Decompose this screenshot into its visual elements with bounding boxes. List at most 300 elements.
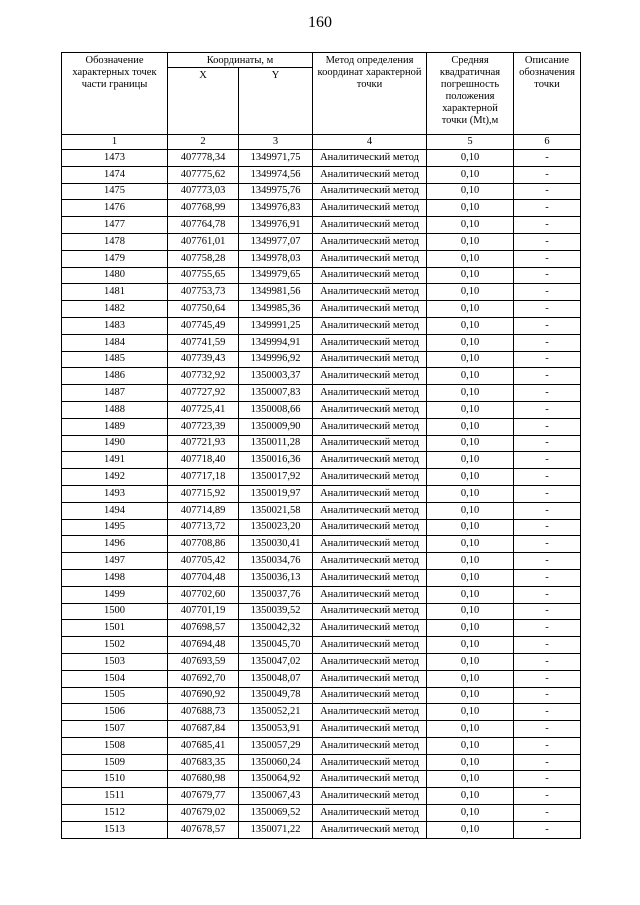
error-cell: 0,10: [427, 653, 514, 670]
point-label-cell: 1503: [62, 653, 168, 670]
error-cell: 0,10: [427, 637, 514, 654]
y-cell: 1350052,21: [239, 704, 313, 721]
error-cell: 0,10: [427, 166, 514, 183]
header-error: Средняя квадратичная погрешность положения характерной точки (Mt),м: [427, 53, 514, 135]
method-cell: Аналитический метод: [313, 637, 427, 654]
table-row: [62, 217, 581, 234]
y-cell: 1350036,13: [239, 569, 313, 586]
y-cell: 1350039,52: [239, 603, 313, 620]
table-row: [62, 485, 581, 502]
method-cell: Аналитический метод: [313, 737, 427, 754]
description-cell: -: [514, 603, 581, 620]
description-cell: -: [514, 586, 581, 603]
point-label-cell: 1489: [62, 418, 168, 435]
table-row: [62, 334, 581, 351]
error-cell: 0,10: [427, 267, 514, 284]
page-number: 160: [308, 14, 332, 31]
table-row: [62, 805, 581, 822]
point-label-cell: 1512: [62, 805, 168, 822]
x-cell: 407775,62: [168, 166, 239, 183]
method-cell: Аналитический метод: [313, 233, 427, 250]
x-cell: 407687,84: [168, 721, 239, 738]
table-row: [62, 368, 581, 385]
point-label-cell: 1510: [62, 771, 168, 788]
description-cell: -: [514, 754, 581, 771]
table-row: [62, 754, 581, 771]
error-cell: 0,10: [427, 821, 514, 838]
table-body: [62, 150, 581, 839]
description-cell: -: [514, 233, 581, 250]
error-cell: 0,10: [427, 469, 514, 486]
y-cell: 1350060,24: [239, 754, 313, 771]
table-row: [62, 737, 581, 754]
method-cell: Аналитический метод: [313, 183, 427, 200]
y-cell: 1350045,70: [239, 637, 313, 654]
description-cell: -: [514, 771, 581, 788]
y-cell: 1349996,92: [239, 351, 313, 368]
description-cell: -: [514, 351, 581, 368]
description-cell: -: [514, 284, 581, 301]
x-cell: 407714,89: [168, 502, 239, 519]
method-cell: Аналитический метод: [313, 754, 427, 771]
x-cell: 407683,35: [168, 754, 239, 771]
method-cell: Аналитический метод: [313, 721, 427, 738]
description-cell: -: [514, 704, 581, 721]
x-cell: 407693,59: [168, 653, 239, 670]
method-cell: Аналитический метод: [313, 502, 427, 519]
x-cell: 407753,73: [168, 284, 239, 301]
x-cell: 407745,49: [168, 317, 239, 334]
y-cell: 1349975,76: [239, 183, 313, 200]
y-cell: 1349994,91: [239, 334, 313, 351]
method-cell: Аналитический метод: [313, 334, 427, 351]
x-cell: 407702,60: [168, 586, 239, 603]
x-cell: 407692,70: [168, 670, 239, 687]
y-cell: 1350017,92: [239, 469, 313, 486]
description-cell: -: [514, 536, 581, 553]
x-cell: 407688,73: [168, 704, 239, 721]
error-cell: 0,10: [427, 452, 514, 469]
method-cell: Аналитический метод: [313, 351, 427, 368]
x-cell: 407713,72: [168, 519, 239, 536]
table-row: [62, 670, 581, 687]
x-cell: 407679,02: [168, 805, 239, 822]
point-label-cell: 1479: [62, 250, 168, 267]
point-label-cell: 1477: [62, 217, 168, 234]
error-cell: 0,10: [427, 385, 514, 402]
point-label-cell: 1485: [62, 351, 168, 368]
table-row: [62, 469, 581, 486]
error-cell: 0,10: [427, 401, 514, 418]
method-cell: Аналитический метод: [313, 536, 427, 553]
method-cell: Аналитический метод: [313, 368, 427, 385]
method-cell: Аналитический метод: [313, 317, 427, 334]
x-cell: 407755,65: [168, 267, 239, 284]
error-cell: 0,10: [427, 687, 514, 704]
description-cell: -: [514, 435, 581, 452]
error-cell: 0,10: [427, 569, 514, 586]
header-method: Метод определения координат характерной точки: [313, 53, 427, 135]
y-cell: 1350023,20: [239, 519, 313, 536]
point-label-cell: 1492: [62, 469, 168, 486]
method-cell: Аналитический метод: [313, 435, 427, 452]
method-cell: Аналитический метод: [313, 620, 427, 637]
table-row: [62, 250, 581, 267]
point-label-cell: 1488: [62, 401, 168, 418]
error-cell: 0,10: [427, 771, 514, 788]
error-cell: 0,10: [427, 502, 514, 519]
x-cell: 407701,19: [168, 603, 239, 620]
y-cell: 1349978,03: [239, 250, 313, 267]
x-cell: 407721,93: [168, 435, 239, 452]
description-cell: -: [514, 805, 581, 822]
y-cell: 1349991,25: [239, 317, 313, 334]
table-row: [62, 452, 581, 469]
method-cell: Аналитический метод: [313, 704, 427, 721]
table-row: [62, 821, 581, 838]
column-number: 6: [514, 135, 581, 150]
table-row: [62, 687, 581, 704]
y-cell: 1350047,02: [239, 653, 313, 670]
y-cell: 1350049,78: [239, 687, 313, 704]
point-label-cell: 1502: [62, 637, 168, 654]
table-row: [62, 603, 581, 620]
error-cell: 0,10: [427, 603, 514, 620]
x-cell: 407725,41: [168, 401, 239, 418]
point-label-cell: 1507: [62, 721, 168, 738]
table-row: [62, 166, 581, 183]
error-cell: 0,10: [427, 200, 514, 217]
x-cell: 407741,59: [168, 334, 239, 351]
method-cell: Аналитический метод: [313, 217, 427, 234]
y-cell: 1350003,37: [239, 368, 313, 385]
description-cell: -: [514, 334, 581, 351]
header-point-label: Обозначение характерных точек части границы: [62, 53, 168, 135]
description-cell: -: [514, 368, 581, 385]
header-y: Y: [239, 68, 313, 135]
error-cell: 0,10: [427, 586, 514, 603]
point-label-cell: 1491: [62, 452, 168, 469]
description-cell: -: [514, 519, 581, 536]
error-cell: 0,10: [427, 704, 514, 721]
y-cell: 1349974,56: [239, 166, 313, 183]
method-cell: Аналитический метод: [313, 485, 427, 502]
description-cell: -: [514, 200, 581, 217]
table-row: [62, 267, 581, 284]
description-cell: -: [514, 183, 581, 200]
table-row: [62, 301, 581, 318]
error-cell: 0,10: [427, 317, 514, 334]
description-cell: -: [514, 553, 581, 570]
error-cell: 0,10: [427, 217, 514, 234]
x-cell: 407758,28: [168, 250, 239, 267]
y-cell: 1349981,56: [239, 284, 313, 301]
table-row: [62, 653, 581, 670]
x-cell: 407761,01: [168, 233, 239, 250]
error-cell: 0,10: [427, 620, 514, 637]
y-cell: 1350042,32: [239, 620, 313, 637]
table-row: [62, 435, 581, 452]
point-label-cell: 1511: [62, 788, 168, 805]
description-cell: -: [514, 569, 581, 586]
x-cell: 407679,77: [168, 788, 239, 805]
point-label-cell: 1509: [62, 754, 168, 771]
point-label-cell: 1482: [62, 301, 168, 318]
point-label-cell: 1504: [62, 670, 168, 687]
method-cell: Аналитический метод: [313, 653, 427, 670]
description-cell: -: [514, 301, 581, 318]
y-cell: 1349977,07: [239, 233, 313, 250]
method-cell: Аналитический метод: [313, 166, 427, 183]
y-cell: 1350011,28: [239, 435, 313, 452]
x-cell: 407727,92: [168, 385, 239, 402]
table-row: [62, 401, 581, 418]
point-label-cell: 1497: [62, 553, 168, 570]
method-cell: Аналитический метод: [313, 821, 427, 838]
x-cell: 407778,34: [168, 150, 239, 167]
method-cell: Аналитический метод: [313, 553, 427, 570]
point-label-cell: 1505: [62, 687, 168, 704]
x-cell: 407680,98: [168, 771, 239, 788]
point-label-cell: 1498: [62, 569, 168, 586]
x-cell: 407773,03: [168, 183, 239, 200]
error-cell: 0,10: [427, 150, 514, 167]
point-label-cell: 1473: [62, 150, 168, 167]
error-cell: 0,10: [427, 519, 514, 536]
table-row: [62, 771, 581, 788]
table-row: [62, 385, 581, 402]
error-cell: 0,10: [427, 536, 514, 553]
y-cell: 1350064,92: [239, 771, 313, 788]
method-cell: Аналитический метод: [313, 401, 427, 418]
table-row: [62, 536, 581, 553]
method-cell: Аналитический метод: [313, 586, 427, 603]
table-row: [62, 704, 581, 721]
y-cell: 1350021,58: [239, 502, 313, 519]
description-cell: -: [514, 267, 581, 284]
method-cell: Аналитический метод: [313, 469, 427, 486]
y-cell: 1350007,83: [239, 385, 313, 402]
description-cell: -: [514, 721, 581, 738]
y-cell: 1350037,76: [239, 586, 313, 603]
error-cell: 0,10: [427, 485, 514, 502]
table-row: [62, 721, 581, 738]
table-row: [62, 183, 581, 200]
method-cell: Аналитический метод: [313, 771, 427, 788]
method-cell: Аналитический метод: [313, 603, 427, 620]
point-label-cell: 1508: [62, 737, 168, 754]
column-number: 4: [313, 135, 427, 150]
method-cell: Аналитический метод: [313, 200, 427, 217]
x-cell: 407718,40: [168, 452, 239, 469]
method-cell: Аналитический метод: [313, 687, 427, 704]
column-number: 5: [427, 135, 514, 150]
table-row: [62, 637, 581, 654]
error-cell: 0,10: [427, 670, 514, 687]
table-row: [62, 569, 581, 586]
y-cell: 1350019,97: [239, 485, 313, 502]
x-cell: 407715,92: [168, 485, 239, 502]
table-row: [62, 284, 581, 301]
table-row: [62, 788, 581, 805]
error-cell: 0,10: [427, 418, 514, 435]
table-row: [62, 418, 581, 435]
description-cell: -: [514, 217, 581, 234]
point-label-cell: 1493: [62, 485, 168, 502]
header-description: Описание обозначения точки: [514, 53, 581, 135]
y-cell: 1350067,43: [239, 788, 313, 805]
point-label-cell: 1495: [62, 519, 168, 536]
point-label-cell: 1490: [62, 435, 168, 452]
x-cell: 407717,18: [168, 469, 239, 486]
x-cell: 407723,39: [168, 418, 239, 435]
x-cell: 407705,42: [168, 553, 239, 570]
description-cell: -: [514, 469, 581, 486]
column-number: 1: [62, 135, 168, 150]
table-row: [62, 519, 581, 536]
y-cell: 1350008,66: [239, 401, 313, 418]
x-cell: 407739,43: [168, 351, 239, 368]
x-cell: 407732,92: [168, 368, 239, 385]
x-cell: 407698,57: [168, 620, 239, 637]
error-cell: 0,10: [427, 553, 514, 570]
error-cell: 0,10: [427, 284, 514, 301]
method-cell: Аналитический метод: [313, 250, 427, 267]
description-cell: -: [514, 502, 581, 519]
error-cell: 0,10: [427, 435, 514, 452]
point-label-cell: 1480: [62, 267, 168, 284]
table-row: [62, 586, 581, 603]
description-cell: -: [514, 670, 581, 687]
point-label-cell: 1513: [62, 821, 168, 838]
y-cell: 1349976,91: [239, 217, 313, 234]
error-cell: 0,10: [427, 233, 514, 250]
point-label-cell: 1483: [62, 317, 168, 334]
description-cell: -: [514, 452, 581, 469]
y-cell: 1350016,36: [239, 452, 313, 469]
error-cell: 0,10: [427, 721, 514, 738]
y-cell: 1350030,41: [239, 536, 313, 553]
description-cell: -: [514, 653, 581, 670]
y-cell: 1349971,75: [239, 150, 313, 167]
error-cell: 0,10: [427, 754, 514, 771]
y-cell: 1349979,65: [239, 267, 313, 284]
description-cell: -: [514, 687, 581, 704]
x-cell: 407750,64: [168, 301, 239, 318]
y-cell: 1350009,90: [239, 418, 313, 435]
x-cell: 407694,48: [168, 637, 239, 654]
x-cell: 407685,41: [168, 737, 239, 754]
description-cell: -: [514, 637, 581, 654]
error-cell: 0,10: [427, 183, 514, 200]
boundary-points-table: [61, 52, 581, 839]
y-cell: 1350048,07: [239, 670, 313, 687]
point-label-cell: 1487: [62, 385, 168, 402]
description-cell: -: [514, 250, 581, 267]
point-label-cell: 1484: [62, 334, 168, 351]
error-cell: 0,10: [427, 805, 514, 822]
method-cell: Аналитический метод: [313, 670, 427, 687]
method-cell: Аналитический метод: [313, 150, 427, 167]
method-cell: Аналитический метод: [313, 267, 427, 284]
method-cell: Аналитический метод: [313, 519, 427, 536]
point-label-cell: 1476: [62, 200, 168, 217]
point-label-cell: 1486: [62, 368, 168, 385]
y-cell: 1350034,76: [239, 553, 313, 570]
header-coordinates: Координаты, м: [168, 53, 313, 68]
error-cell: 0,10: [427, 334, 514, 351]
error-cell: 0,10: [427, 351, 514, 368]
table-row: [62, 620, 581, 637]
method-cell: Аналитический метод: [313, 569, 427, 586]
description-cell: -: [514, 401, 581, 418]
error-cell: 0,10: [427, 788, 514, 805]
error-cell: 0,10: [427, 368, 514, 385]
description-cell: -: [514, 788, 581, 805]
x-cell: 407764,78: [168, 217, 239, 234]
method-cell: Аналитический метод: [313, 452, 427, 469]
method-cell: Аналитический метод: [313, 301, 427, 318]
x-cell: 407704,48: [168, 569, 239, 586]
method-cell: Аналитический метод: [313, 788, 427, 805]
y-cell: 1350069,52: [239, 805, 313, 822]
point-label-cell: 1494: [62, 502, 168, 519]
column-numbers-row: [62, 135, 581, 150]
table-row: [62, 553, 581, 570]
description-cell: -: [514, 821, 581, 838]
column-number: 2: [168, 135, 239, 150]
method-cell: Аналитический метод: [313, 284, 427, 301]
y-cell: 1350053,91: [239, 721, 313, 738]
method-cell: Аналитический метод: [313, 805, 427, 822]
method-cell: Аналитический метод: [313, 385, 427, 402]
description-cell: -: [514, 317, 581, 334]
description-cell: -: [514, 166, 581, 183]
x-cell: 407708,86: [168, 536, 239, 553]
y-cell: 1349985,36: [239, 301, 313, 318]
table-row: [62, 502, 581, 519]
header-x: X: [168, 68, 239, 135]
x-cell: 407678,57: [168, 821, 239, 838]
point-label-cell: 1474: [62, 166, 168, 183]
point-label-cell: 1481: [62, 284, 168, 301]
point-label-cell: 1475: [62, 183, 168, 200]
table-row: [62, 317, 581, 334]
y-cell: 1350057,29: [239, 737, 313, 754]
error-cell: 0,10: [427, 250, 514, 267]
point-label-cell: 1478: [62, 233, 168, 250]
point-label-cell: 1496: [62, 536, 168, 553]
method-cell: Аналитический метод: [313, 418, 427, 435]
x-cell: 407768,99: [168, 200, 239, 217]
description-cell: -: [514, 385, 581, 402]
point-label-cell: 1501: [62, 620, 168, 637]
error-cell: 0,10: [427, 301, 514, 318]
x-cell: 407690,92: [168, 687, 239, 704]
description-cell: -: [514, 620, 581, 637]
table-row: [62, 150, 581, 167]
description-cell: -: [514, 737, 581, 754]
table-row: [62, 200, 581, 217]
column-number: 3: [239, 135, 313, 150]
y-cell: 1349976,83: [239, 200, 313, 217]
table-row: [62, 233, 581, 250]
point-label-cell: 1500: [62, 603, 168, 620]
error-cell: 0,10: [427, 737, 514, 754]
description-cell: -: [514, 418, 581, 435]
point-label-cell: 1506: [62, 704, 168, 721]
table-row: [62, 351, 581, 368]
